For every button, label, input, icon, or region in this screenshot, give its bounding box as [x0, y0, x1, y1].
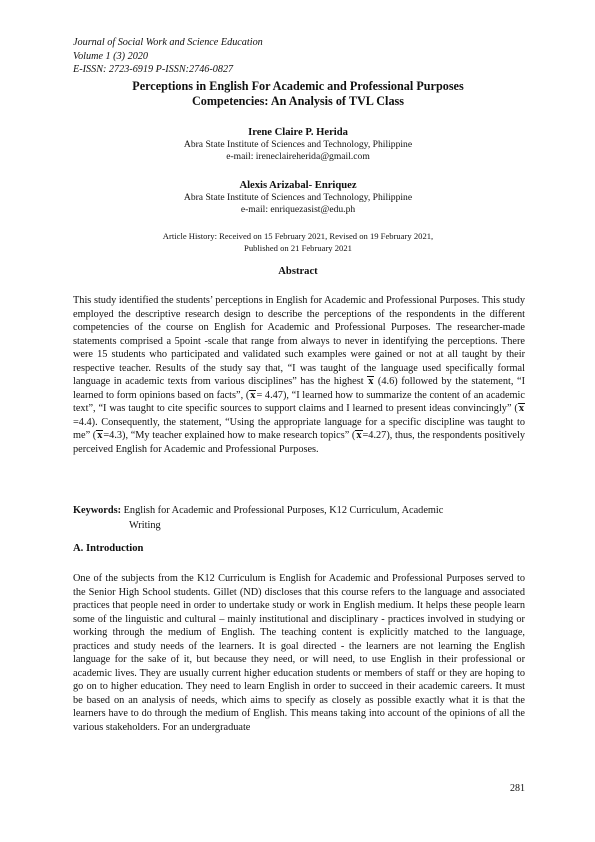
abstract-text: (4.6) followed by the statement, “I learned to form opinions based on facts”, ( [73, 376, 526, 401]
mean-symbol: x [368, 376, 374, 388]
author-name: Irene Claire P. Herida [248, 127, 348, 138]
author-affiliation: Abra State Institute of Sciences and Technology, Philippine [183, 139, 413, 151]
abstract-text: =4.4). Consequently, the statement, “Using the appropriate language for a specific discipline was taught to me” ( [73, 416, 525, 442]
journal-name: Journal of Social Work and Science Education [73, 37, 263, 48]
article-history [73, 231, 523, 254]
mean-symbol: x [356, 430, 362, 442]
page-number: 281 [510, 783, 525, 794]
author-affiliation: Abra State Institute of Sciences and Technology, Philippine [183, 192, 413, 204]
keywords-text: English for Academic and Professional Purposes, K12 Curriculum, Academic [123, 505, 444, 516]
abstract-text: =4.3), “My teacher explained how to make research topics” ( [103, 430, 356, 442]
author-email: e-mail: enriquezasist@edu.ph [240, 204, 356, 216]
mean-symbol: x [250, 389, 256, 401]
abstract-text: =4.27), thus, the respondents positively perceived English for Academic and Professional Purposes. [73, 430, 525, 456]
journal-issn: E-ISSN: 2723-6919 P-ISSN:2746-0827 [73, 64, 234, 75]
author-email: e-mail: ireneclaireherida@gmail.com [226, 151, 370, 163]
history-line-1: Article History: Received on 15 February 2021, Revised on 19 February 2021, [162, 231, 434, 241]
paper-title [73, 79, 523, 109]
history-line-2: Published on 21 February 2021 [244, 242, 352, 253]
abstract-text: This study identified the students’ perceptions in English for Academic and Professional Purposes. This study employed the descriptive research design to describe the perceptions of the respondents in the different competencies of the course on English for Academic and Professional Purposes. The researcher-made statements comprised a 5point -scale that range from always to never in identifying the perceptions. There were 15 students who participated and validated such examples were gained or not at all taught by their respective teacher. Results of the study say that, “I was taught of the language used specifically formal language in academic texts from various disciplines” has the highest [73, 295, 525, 388]
author-block-2 [73, 180, 523, 217]
abstract-body [73, 294, 525, 457]
keywords [73, 503, 525, 533]
keywords-label: Keywords: [73, 505, 122, 516]
journal-header [73, 36, 263, 77]
mean-symbol: x [518, 403, 524, 415]
section-heading-introduction: A. Introduction [73, 543, 144, 554]
author-name: Alexis Arizabal- Enriquez [239, 180, 357, 191]
author-block-1 [73, 127, 523, 164]
title-line-2: Competencies: An Analysis of TVL Class [191, 94, 405, 108]
keywords-continuation: Writing [129, 520, 161, 531]
abstract-text: = 4.47), “I learned how to summarize the content of an academic text”, “I was taught to cite specific sources to support claims and I learned to present ideas convincingly” ( [73, 389, 525, 415]
introduction-body: One of the subjects from the K12 Curriculum is English for Academic and Professional Purposes served to the Senior High School students. Gillet (ND) discloses that this course refers to the language and associated practices that people need in order to undertake study or work in English medium. It helps these people learn some of the linguistic and cultural – mainly institutional and disciplinary - practices involved in studying or working through the medium of English. The teaching content is explicitly matched to the language, practices and study needs of the learners. It is goal directed - the learners are not learning the English language for the sake of it, but because they need, or will need, to use English in their professional or academic lives. They are usually current higher education students or members of staff or they are hoping to go on to higher education. They need to learn English in order to succeed in their academic careers. It must be based on an analysis of needs, which aims to specify as closely as possible exactly what it is that the learners have to do through the medium of English. This means taking into account of the opinions of all the various stakeholders. For an undergraduate [73, 573, 525, 734]
abstract-heading: Abstract [278, 266, 318, 277]
journal-volume: Volume 1 (3) 2020 [73, 50, 148, 62]
title-line-1: Perceptions in English For Academic and Professional Purposes [132, 79, 464, 93]
mean-symbol: x [97, 430, 103, 442]
